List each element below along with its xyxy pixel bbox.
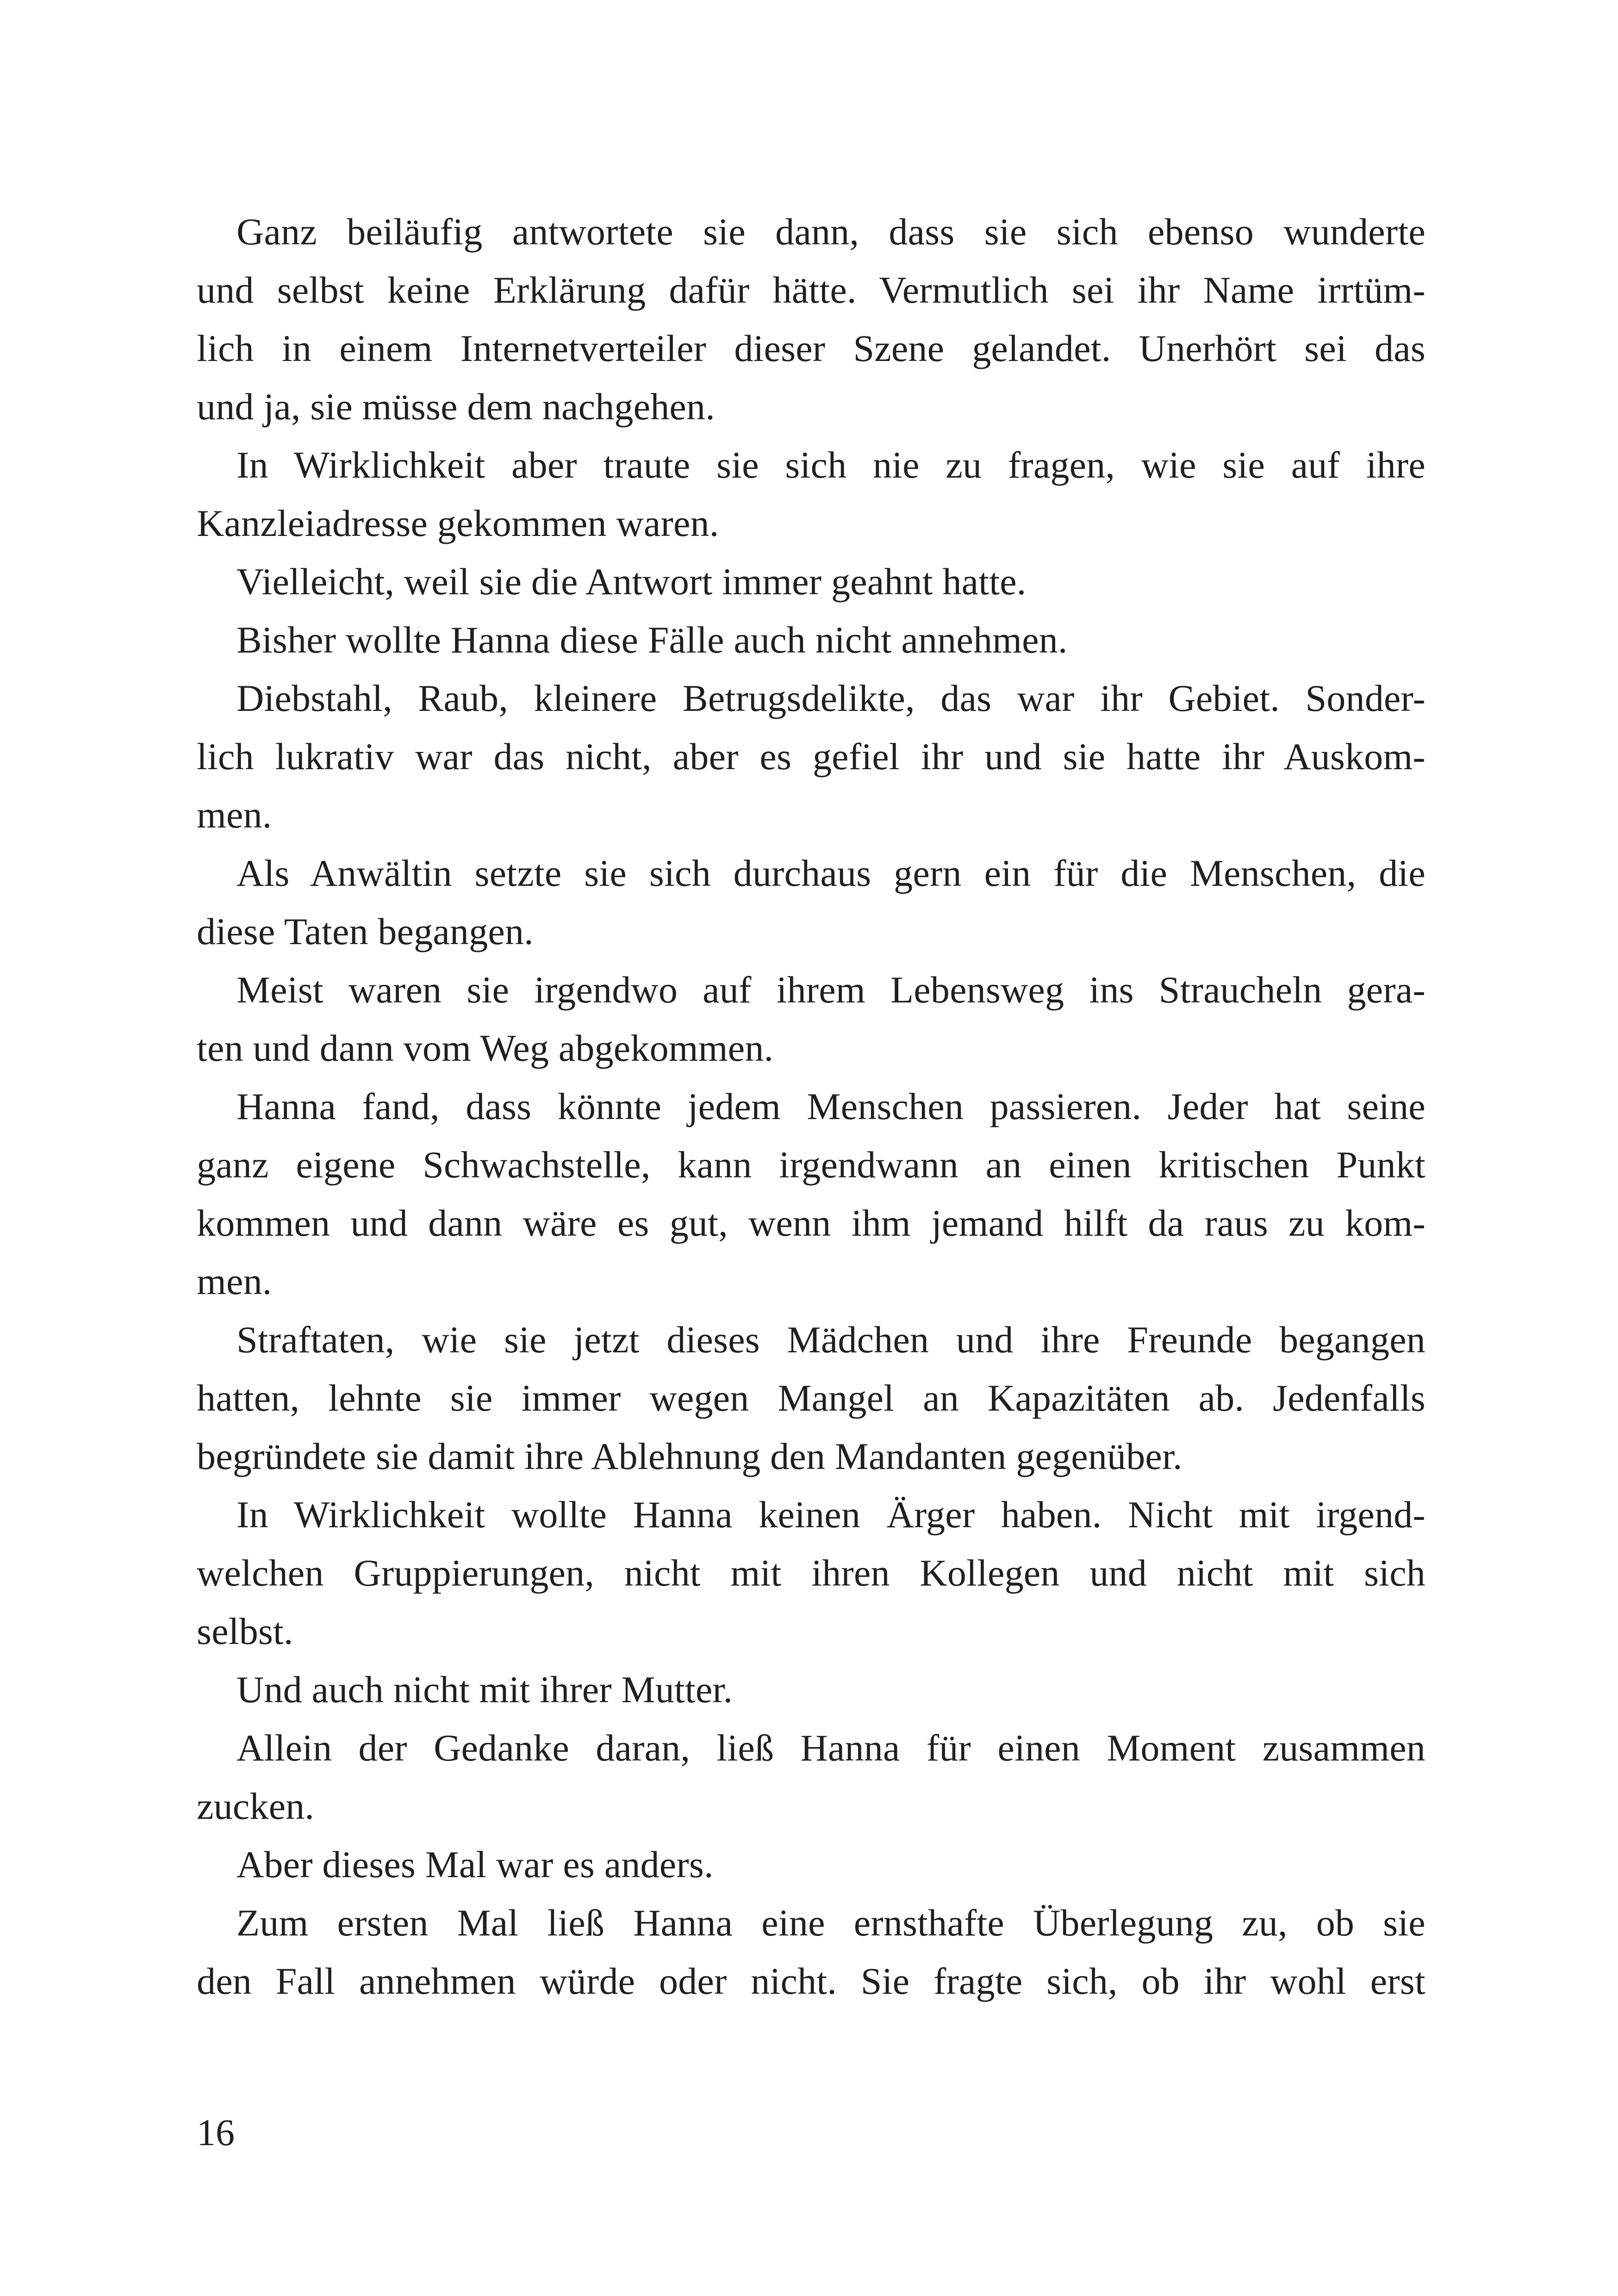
text-line: Straftaten, wie sie jetzt dieses Mädchen und ihre Freunde begangen: [236, 1319, 1425, 1361]
text-line: ganz eigene Schwachstelle, kann irgendwann an einen kritischen Punkt: [197, 1144, 1425, 1186]
text-line: Allein der Gedanke daran, ließ Hanna für einen Moment zusammen: [236, 1727, 1425, 1769]
text-line: den Fall annehmen würde oder nicht. Sie fragte sich, ob ihr wohl erst: [197, 1960, 1425, 2002]
text-line: Zum ersten Mal ließ Hanna eine ernsthafte Überlegung zu, ob sie: [236, 1902, 1425, 1944]
text-line: In Wirklichkeit wollte Hanna keinen Ärger haben. Nicht mit irgend-: [236, 1493, 1425, 1536]
text-line: Und auch nicht mit ihrer Mutter.: [236, 1668, 733, 1711]
text-line: Hanna fand, dass könnte jedem Menschen passieren. Jeder hat seine: [236, 1085, 1425, 1127]
text-line: welchen Gruppierungen, nicht mit ihren Kollegen und nicht mit sich: [197, 1552, 1425, 1594]
text-line: Als Anwältin setzte sie sich durchaus gern ein für die Menschen, die: [236, 852, 1425, 894]
text-line: begründete sie damit ihre Ablehnung den Mandanten gegenüber.: [197, 1435, 1182, 1477]
text-line: Kanzleiadresse gekommen waren.: [197, 502, 719, 544]
page-number: 16: [197, 2111, 235, 2153]
text-line: Meist waren sie irgendwo auf ihrem Lebensweg ins Straucheln gera-: [236, 969, 1425, 1011]
text-line: lich in einem Internetverteiler dieser Szene gelandet. Unerhört sei das: [197, 327, 1425, 369]
text-line: hatten, lehnte sie immer wegen Mangel an Kapazitäten ab. Jedenfalls: [197, 1377, 1425, 1419]
text-line: ten und dann vom Weg abgekommen.: [197, 1027, 774, 1069]
text-line: Aber dieses Mal war es anders.: [236, 1843, 714, 1885]
text-line: men.: [197, 1260, 272, 1302]
text-line: Diebstahl, Raub, kleinere Betrugsdelikte, das war ihr Gebiet. Sonder-: [236, 677, 1425, 719]
text-line: diese Taten begangen.: [197, 910, 534, 952]
text-line: und ja, sie müsse dem nachgehen.: [197, 386, 715, 428]
text-line: men.: [197, 794, 272, 836]
text-line: Vielleicht, weil sie die Antwort immer geahnt hatte.: [236, 560, 1027, 603]
text-line: Bisher wollte Hanna diese Fälle auch nicht annehmen.: [236, 619, 1068, 661]
text-line: selbst.: [197, 1610, 293, 1652]
text-line: In Wirklichkeit aber traute sie sich nie zu fragen, wie sie auf ihre: [236, 444, 1425, 486]
text-line: lich lukrativ war das nicht, aber es gefiel ihr und sie hatte ihr Auskom-: [197, 735, 1425, 778]
text-line: und selbst keine Erklärung dafür hätte. Vermutlich sei ihr Name irrtüm-: [197, 269, 1425, 311]
text-line: zucken.: [197, 1785, 315, 1827]
text-line: Ganz beiläufig antwortete sie dann, dass sie sich ebenso wunderte: [236, 211, 1425, 253]
text-line: kommen und dann wäre es gut, wenn ihm jemand hilft da raus zu kom-: [197, 1202, 1425, 1244]
body-text: [197, 203, 1425, 2010]
